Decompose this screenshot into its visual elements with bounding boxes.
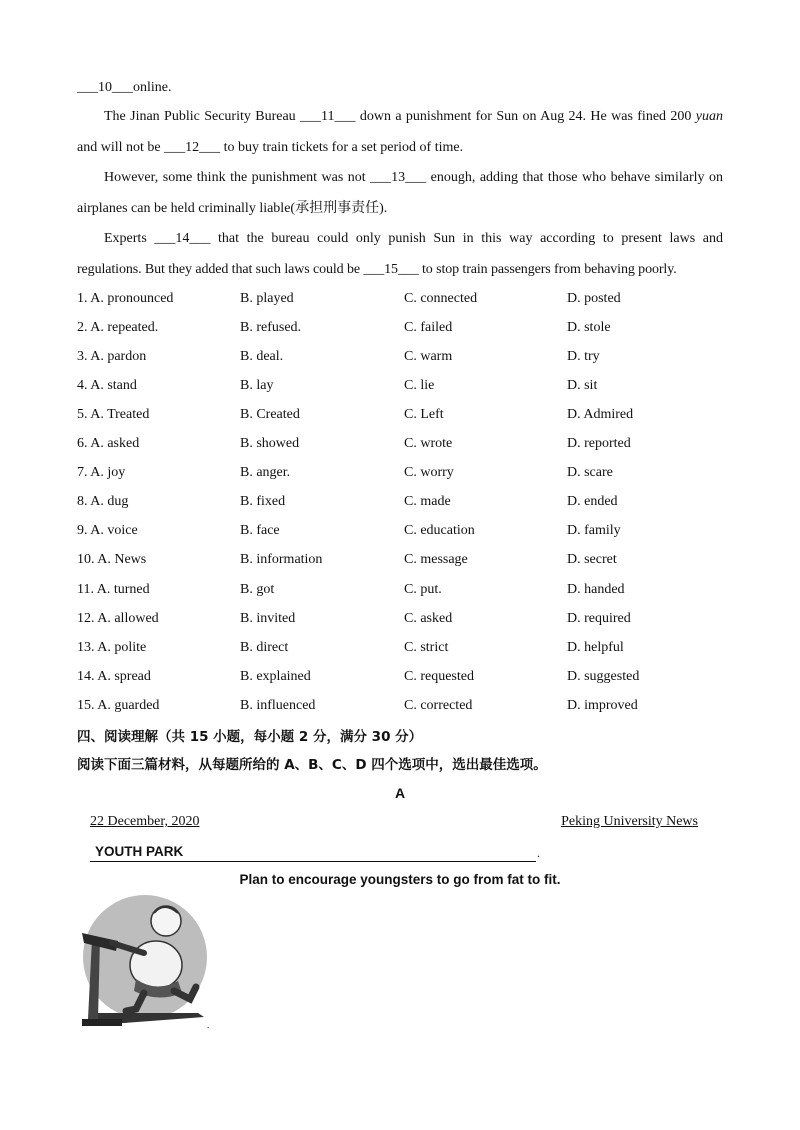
option-choice: 15. A. guarded [77, 697, 160, 713]
option-choice: D. family [567, 523, 621, 539]
passage-line-6: Experts ___14___ that the bureau could only punish Sun in this way according to present laws and [104, 231, 723, 246]
option-choice: D. sit [567, 378, 598, 394]
option-choice: 3. A. pardon [77, 349, 147, 365]
option-choice: 5. A. Treated [77, 407, 150, 423]
option-choice: 7. A. joy [77, 465, 126, 481]
article-source: Peking University News [561, 814, 698, 829]
option-choice: D. ended [567, 494, 618, 510]
option-choice: D. suggested [567, 668, 640, 684]
option-choice: C. lie [404, 378, 435, 394]
option-choice: C. connected [404, 291, 478, 306]
option-row [77, 377, 737, 395]
option-choice: C. education [404, 523, 475, 539]
option-choice: 4. A. stand [77, 378, 137, 394]
passage-line-1: ___10___online. [77, 80, 172, 95]
option-choice: 2. A. repeated. [77, 320, 159, 336]
option-choice: C. worry [404, 465, 454, 481]
section-dot: . [537, 846, 540, 860]
option-choice: 10. A. News [77, 552, 147, 568]
option-choice: B. showed [240, 436, 300, 452]
option-row [77, 581, 737, 599]
option-choice: C. corrected [404, 697, 473, 713]
option-choice: C. put. [404, 581, 442, 597]
option-row [77, 697, 737, 715]
passage-line-4: However, some think the punishment was not ___13___ enough, adding that those who behave similarly on [104, 170, 723, 185]
option-choice: B. invited [240, 610, 296, 626]
option-choice: D. scare [567, 465, 613, 481]
section-title-text: YOUTH PARK [95, 844, 184, 859]
passage-line-7: regulations. But they added that such laws could be ___15___ to stop train passengers from behaving poorly. [77, 262, 677, 277]
option-row [77, 522, 737, 540]
treadmill-foot [82, 1019, 122, 1026]
passage-line-2 [104, 108, 723, 126]
option-choice: 6. A. asked [77, 436, 140, 452]
option-choice: 14. A. spread [77, 668, 151, 684]
option-choice: C. failed [404, 320, 453, 336]
illustration-dot: . [207, 1020, 210, 1030]
option-row [77, 493, 737, 511]
option-row [77, 435, 737, 453]
option-choice: 13. A. polite [77, 639, 147, 655]
option-choice: D. improved [567, 697, 638, 713]
option-choice: D. reported [567, 436, 631, 452]
reading-instruction: 阅读下面三篇材料，从每题所给的 A、B、C、D 四个选项中，选出最佳选项。 [77, 757, 547, 773]
option-row [77, 406, 737, 424]
passage-line-2-text: The Jinan Public Security Bureau ___11___ down a punishment for Sun on Aug 24. He was fined 200 [104, 109, 692, 124]
option-row [77, 319, 737, 337]
option-choice: B. information [240, 552, 323, 568]
option-choice: B. fixed [240, 494, 286, 510]
option-choice: B. anger. [240, 465, 291, 481]
passage-line-5: airplanes can be held criminally liable(承担刑事责任). [77, 201, 388, 216]
option-row [77, 610, 737, 628]
option-choice: D. handed [567, 581, 625, 597]
option-choice: B. influenced [240, 697, 316, 713]
option-choice: B. Created [240, 407, 300, 423]
passage-line-2-italic: yuan [695, 109, 723, 124]
option-choice: D. Admired [567, 407, 634, 423]
option-row [77, 348, 737, 366]
option-choice: B. lay [240, 378, 274, 394]
option-choice: C. requested [404, 668, 474, 684]
article-date: 22 December, 2020 [90, 814, 200, 829]
option-choice: D. required [567, 610, 631, 626]
option-choice: 9. A. voice [77, 523, 138, 539]
passage-line-3: and will not be ___12___ to buy train tickets for a set period of time. [77, 140, 464, 155]
option-choice: B. direct [240, 639, 289, 655]
option-choice: D. posted [567, 291, 621, 306]
option-row [77, 290, 737, 308]
option-choice: B. got [240, 581, 275, 597]
option-choice: C. warm [404, 349, 453, 365]
section-title [90, 843, 536, 862]
option-choice: B. explained [240, 668, 311, 684]
option-choice: B. deal. [240, 349, 284, 365]
option-choice: C. Left [404, 407, 444, 423]
option-choice: 12. A. allowed [77, 610, 159, 626]
treadmill-runner-illustration [78, 893, 213, 1033]
option-choice: D. helpful [567, 639, 624, 655]
option-choice: 11. A. turned [77, 581, 150, 597]
option-choice: C. strict [404, 639, 449, 655]
option-row [77, 464, 737, 482]
reading-heading: 四、阅读理解（共 15 小题，每小题 2 分，满分 30 分） [77, 729, 423, 745]
option-row [77, 551, 737, 569]
passage-label: A [394, 785, 406, 801]
option-choice: 1. A. pronounced [77, 291, 174, 306]
option-choice: D. secret [567, 552, 617, 568]
option-choice: B. refused. [240, 320, 302, 336]
article-headline: Plan to encourage youngsters to go from fat to fit. [239, 872, 561, 887]
option-choice: B. face [240, 523, 280, 539]
option-choice: C. message [404, 552, 468, 568]
option-choice: 8. A. dug [77, 494, 129, 510]
option-row [77, 639, 737, 657]
option-row [77, 668, 737, 686]
option-choice: D. try [567, 349, 600, 365]
option-choice: B. played [240, 291, 294, 306]
option-choice: C. asked [404, 610, 453, 626]
option-choice: C. made [404, 494, 451, 510]
option-choice: C. wrote [404, 436, 453, 452]
option-choice: D. stole [567, 320, 611, 336]
